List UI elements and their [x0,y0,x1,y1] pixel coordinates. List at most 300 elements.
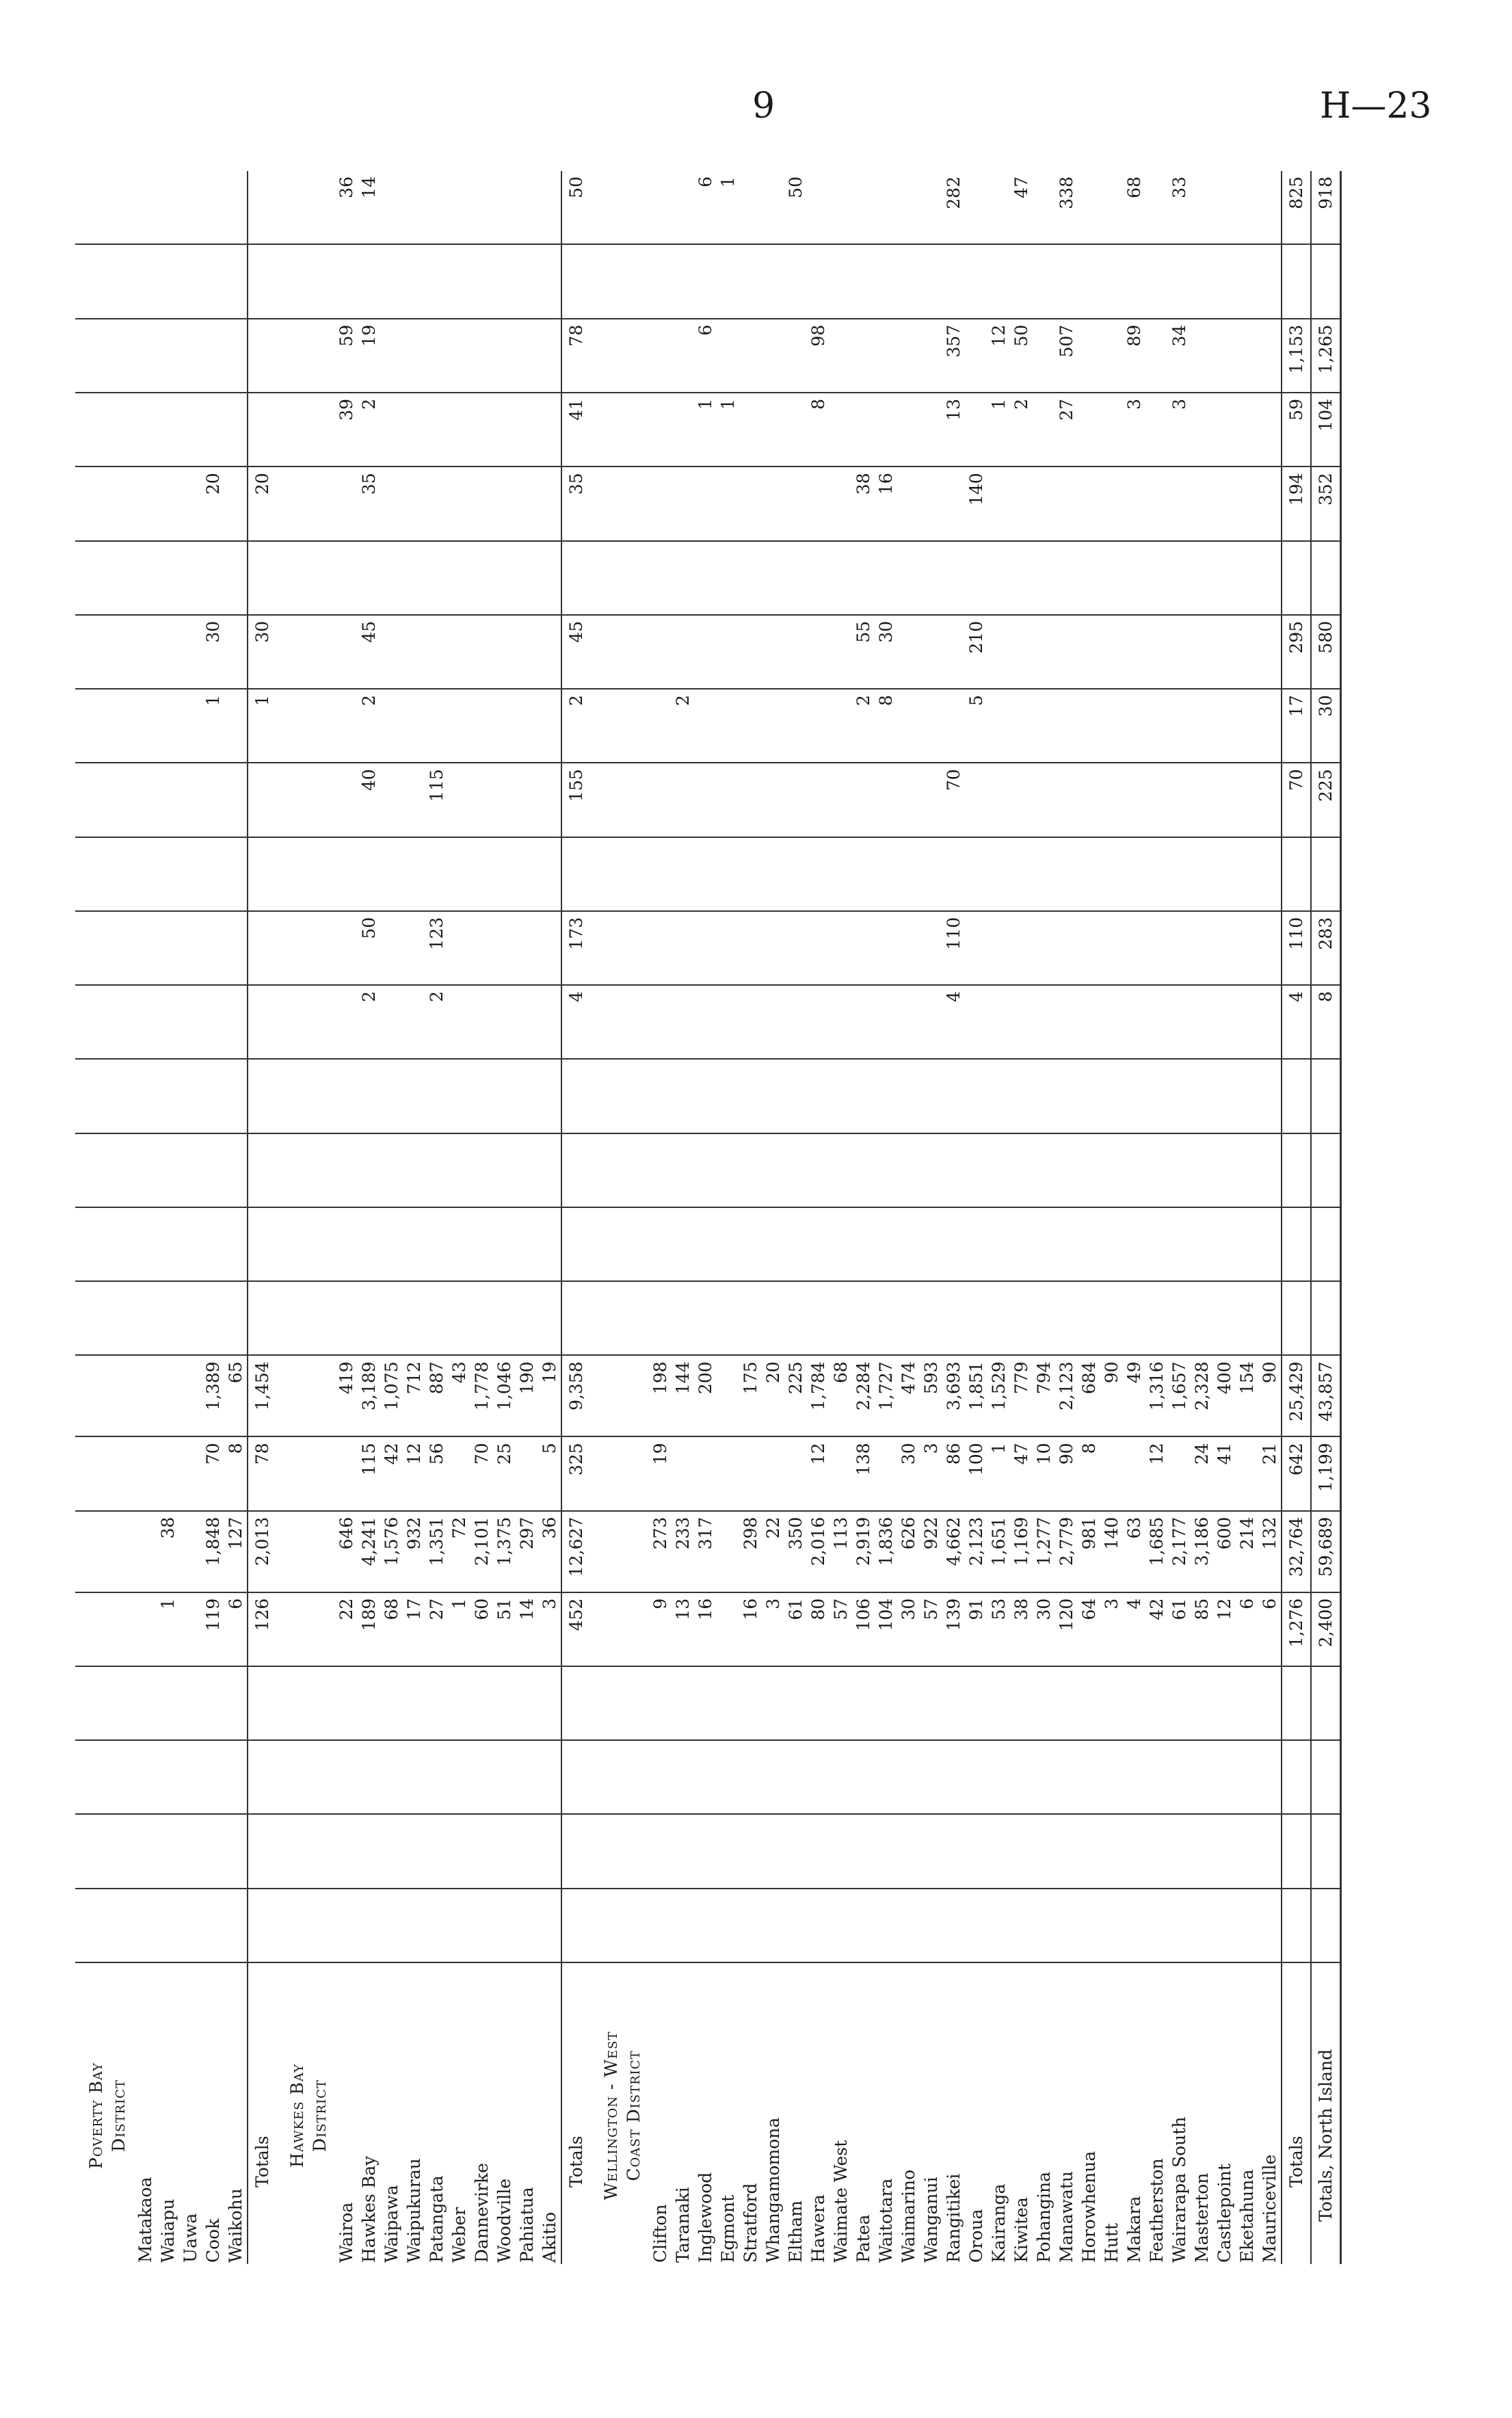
table-cell [179,1436,202,1510]
table-cell [1010,985,1033,1059]
table-cell [538,615,561,689]
table-cell [965,541,987,615]
table-cell [852,911,875,985]
table-cell: 57 [830,1592,852,1666]
table-cell [807,1207,830,1281]
table-cell [717,1592,739,1666]
table-cell [1311,1740,1341,1814]
table-cell [134,689,157,763]
table-cell [807,466,830,540]
table-cell: 110 [942,911,965,985]
table-cell [672,171,694,244]
table-cell [852,171,875,244]
table-cell [942,466,965,540]
table-cell [649,763,672,837]
table-cell [1213,1666,1236,1740]
table-cell [248,1740,276,1814]
table-cell [590,466,649,540]
table-cell [1033,1889,1055,1962]
row-label: Waipawa [382,2185,401,2263]
table-cell [784,1207,807,1281]
table-cell [590,244,649,318]
table-cell [134,171,157,244]
table-cell [1078,1059,1100,1133]
table-cell [516,466,538,540]
table-cell [1258,1666,1282,1740]
table-cell: 9 [649,1592,672,1666]
table-cell: 6 [694,171,717,244]
table-cell [942,689,965,763]
table-cell: 2,779 [1055,1511,1078,1592]
table-cell [493,244,516,318]
table-cell: 419 [335,1355,358,1436]
table-cell: 104 [875,1592,897,1666]
table-cell: 59 [335,319,358,393]
table-cell [1078,1207,1100,1281]
table-cell [717,1281,739,1355]
table-cell [1123,985,1145,1059]
table-cell [897,319,920,393]
table-cell: 43,857 [1311,1355,1341,1436]
table-cell [649,1666,672,1740]
table-cell: 6 [224,1592,248,1666]
row-label [276,1962,335,2264]
table-cell: 1 [248,689,276,763]
table-cell [1213,837,1236,911]
table-cell [75,911,134,985]
table-cell: 3 [1123,393,1145,466]
table-cell: 4 [561,985,590,1059]
table-row [358,171,380,2264]
table-cell [470,393,493,466]
table-cell [380,1666,403,1740]
table-cell [403,1889,425,1962]
table-cell [1258,393,1282,466]
table-cell [875,1133,897,1207]
table-cell [897,911,920,985]
table-cell [762,1281,784,1355]
table-cell [1078,171,1100,244]
table-cell [590,985,649,1059]
table-cell [516,689,538,763]
table-row [830,171,852,2264]
table-row [448,171,470,2264]
table-cell: 64 [1078,1592,1100,1666]
table-cell [694,689,717,763]
table-cell: 47 [1010,171,1033,244]
table-cell: 1 [987,1436,1010,1510]
table-cell: 825 [1282,171,1311,244]
table-cell [1168,1436,1191,1510]
table-cell [590,1355,649,1436]
table-cell: 8 [875,689,897,763]
table-cell [784,911,807,985]
table-cell [852,393,875,466]
table-cell [807,763,830,837]
table-cell [380,985,403,1059]
table-cell: 115 [425,763,448,837]
table-cell [852,1281,875,1355]
table-cell: 3 [920,1436,942,1510]
table-cell [358,244,380,318]
table-cell [590,171,649,244]
table-cell [649,1889,672,1962]
table-cell [358,1740,380,1814]
table-cell [1100,1281,1123,1355]
table-cell [134,244,157,318]
table-cell [1123,1133,1145,1207]
table-cell [1258,171,1282,244]
table-cell [784,1814,807,1888]
table-cell [248,244,276,318]
table-cell [276,985,335,1059]
table-cell [561,1889,590,1962]
table-cell [157,244,179,318]
table-cell [380,1740,403,1814]
table-cell [1033,1059,1055,1133]
table-cell: 123 [425,911,448,985]
table-cell [276,763,335,837]
table-cell [965,1889,987,1962]
table-cell [224,689,248,763]
table-cell: 32,764 [1282,1511,1311,1592]
table-cell [897,1207,920,1281]
table-cell [538,466,561,540]
table-cell [538,1207,561,1281]
table-cell [134,1355,157,1436]
table-cell [694,1133,717,1207]
table-cell [1191,1666,1213,1740]
table-cell [248,911,276,985]
table-cell [358,1814,380,1888]
table-cell [335,1436,358,1510]
table-cell [875,171,897,244]
table-cell [784,615,807,689]
table-cell: 42 [380,1436,403,1510]
table-cell: 90 [1258,1355,1282,1436]
table-cell [1033,244,1055,318]
table-cell [179,615,202,689]
table-cell: 12,627 [561,1511,590,1592]
table-cell [1123,466,1145,540]
table-cell [179,1740,202,1814]
row-label: Uawa [181,2213,200,2263]
table-cell [1311,1814,1341,1888]
table-cell [538,319,561,393]
table-cell: 2 [358,689,380,763]
table-cell [942,1059,965,1133]
table-cell [987,911,1010,985]
table-cell: 2 [672,689,694,763]
table-cell: 1,351 [425,1511,448,1592]
table-cell: 317 [694,1511,717,1592]
table-cell [672,1436,694,1510]
table-cell [590,911,649,985]
table-cell [672,541,694,615]
table-cell [1258,763,1282,837]
table-cell [470,171,493,244]
table-cell: 56 [425,1436,448,1510]
table-cell [649,837,672,911]
table-cell [538,393,561,466]
table-cell [1191,1740,1213,1814]
table-cell [276,171,335,244]
table-cell [538,763,561,837]
table-cell [75,1059,134,1133]
table-cell: 19 [358,319,380,393]
table-cell [134,466,157,540]
table-cell [1100,466,1123,540]
table-cell [134,837,157,911]
table-cell [179,1133,202,1207]
table-cell: 41 [1213,1436,1236,1510]
table-cell [403,763,425,837]
table-cell: 3,186 [1191,1511,1213,1592]
table-cell [276,911,335,985]
table-cell [1010,689,1033,763]
table-cell [561,1133,590,1207]
table-cell [1311,244,1341,318]
table-cell [672,911,694,985]
table-cell [1100,1133,1123,1207]
table-cell [987,1133,1010,1207]
table-cell [1010,1814,1033,1888]
table-cell [807,1133,830,1207]
table-cell [1100,541,1123,615]
table-cell [134,763,157,837]
row-label: Stratford [741,2183,760,2263]
table-cell [1033,1666,1055,1740]
table-cell [358,1889,380,1962]
table-row [1213,171,1236,2264]
table-cell [739,244,762,318]
table-cell [1010,1133,1033,1207]
table-cell [1145,319,1168,393]
table-cell [987,244,1010,318]
table-cell: 646 [335,1511,358,1592]
table-cell: 3,189 [358,1355,380,1436]
table-cell [649,171,672,244]
table-row [717,171,739,2264]
table-cell [516,1436,538,1510]
table-cell [276,1059,335,1133]
table-cell: 2 [358,393,380,466]
table-cell [1100,1059,1123,1133]
table-cell: 214 [1236,1511,1258,1592]
table-cell [987,171,1010,244]
table-row [1033,171,1055,2264]
table-cell: 981 [1078,1511,1100,1592]
table-cell [784,1436,807,1510]
table-cell: 17 [1282,689,1311,763]
table-cell: 8 [1078,1436,1100,1510]
table-cell [830,1207,852,1281]
table-cell [403,985,425,1059]
table-cell [538,244,561,318]
table-cell: 352 [1311,466,1341,540]
table-cell [965,393,987,466]
table-cell [202,319,224,393]
table-cell [739,393,762,466]
table-cell: 138 [852,1436,875,1510]
row-label: Patangata [427,2175,447,2263]
table-cell [920,319,942,393]
table-cell [561,541,590,615]
table-cell [516,171,538,244]
table-cell [590,1592,649,1666]
table-cell [1191,1889,1213,1962]
table-cell [852,319,875,393]
table-cell: 100 [965,1436,987,1510]
table-cell: 16 [694,1592,717,1666]
table-cell [224,393,248,466]
table-cell [1123,1814,1145,1888]
table-row [739,171,762,2264]
table-cell [1145,615,1168,689]
table-cell [1055,541,1078,615]
table-cell: 918 [1311,171,1341,244]
table-cell: 922 [920,1511,942,1592]
row-label: Hutt [1102,2223,1122,2263]
table-cell: 4,662 [942,1511,965,1592]
table-cell [920,1133,942,1207]
table-cell [1213,244,1236,318]
table-cell [470,615,493,689]
table-cell [448,319,470,393]
table-cell [448,466,470,540]
table-cell [75,1889,134,1962]
table-cell [1258,689,1282,763]
table-cell [920,1814,942,1888]
table-row [649,171,672,2264]
table-cell [157,689,179,763]
table-cell [717,1436,739,1510]
table-cell [717,1740,739,1814]
table-cell: 38 [852,466,875,540]
table-cell: 115 [358,1436,380,1510]
table-cell [276,1207,335,1281]
table-row [403,171,425,2264]
table-cell [1213,1814,1236,1888]
table-cell [987,541,1010,615]
table-cell [672,763,694,837]
table-cell [830,689,852,763]
table-cell [380,763,403,837]
table-cell [248,1814,276,1888]
table-cell [224,541,248,615]
table-cell [202,1889,224,1962]
table-cell [987,837,1010,911]
table-cell [358,837,380,911]
table-cell [516,1207,538,1281]
table-cell: 1 [717,393,739,466]
table-cell [335,1814,358,1888]
table-cell [448,1281,470,1355]
table-cell [1191,1814,1213,1888]
table-cell [425,689,448,763]
table-cell [672,244,694,318]
table-cell [276,689,335,763]
table-cell [762,1436,784,1510]
table-cell [965,319,987,393]
table-cell [1033,541,1055,615]
section-heading-row [276,171,335,2264]
table-cell: 51 [493,1592,516,1666]
table-cell [1236,1207,1258,1281]
table-cell [179,1814,202,1888]
table-cell [179,1207,202,1281]
table-cell [1055,1889,1078,1962]
table-cell [1100,1666,1123,1740]
table-cell [1236,319,1258,393]
table-cell: 20 [202,466,224,540]
table-cell [276,244,335,318]
table-cell [470,911,493,985]
table-cell [516,763,538,837]
totals-row [1282,171,1311,2264]
table-cell [807,1059,830,1133]
table-cell [920,244,942,318]
table-cell: 3 [762,1592,784,1666]
table-cell [157,763,179,837]
table-cell: 127 [224,1511,248,1592]
table-cell [1078,837,1100,911]
table-cell [852,1207,875,1281]
table-cell [75,1814,134,1888]
table-cell [493,615,516,689]
table-cell: 1,075 [380,1355,403,1436]
table-cell [561,837,590,911]
table-cell [358,1133,380,1207]
table-cell [965,1133,987,1207]
table-cell [987,763,1010,837]
table-cell [942,1814,965,1888]
table-cell [590,1059,649,1133]
row-label: Pohangina [1034,2172,1054,2263]
row-label: Featherston [1147,2158,1167,2263]
table-cell [1078,541,1100,615]
table-cell [830,1889,852,1962]
table-cell [694,1436,717,1510]
table-cell [1282,1889,1311,1962]
table-row [1191,171,1213,2264]
table-cell: 580 [1311,615,1341,689]
table-cell [739,1281,762,1355]
table-cell: 110 [1282,911,1311,985]
table-cell [717,1814,739,1888]
table-cell [649,689,672,763]
table-cell [897,1059,920,1133]
table-cell [920,985,942,1059]
table-cell: 8 [807,393,830,466]
table-cell [1213,319,1236,393]
table-cell: 200 [694,1355,717,1436]
table-cell: 225 [1311,763,1341,837]
table-cell: 68 [380,1592,403,1666]
table-cell [965,171,987,244]
table-cell [1145,1814,1168,1888]
table-cell [807,1666,830,1740]
table-cell [276,1436,335,1510]
table-cell: 887 [425,1355,448,1436]
table-cell [75,244,134,318]
row-label: Manawatu [1057,2171,1076,2263]
table-cell [762,1666,784,1740]
table-cell [694,837,717,911]
table-cell [920,689,942,763]
table-cell [875,319,897,393]
table-cell [134,393,157,466]
